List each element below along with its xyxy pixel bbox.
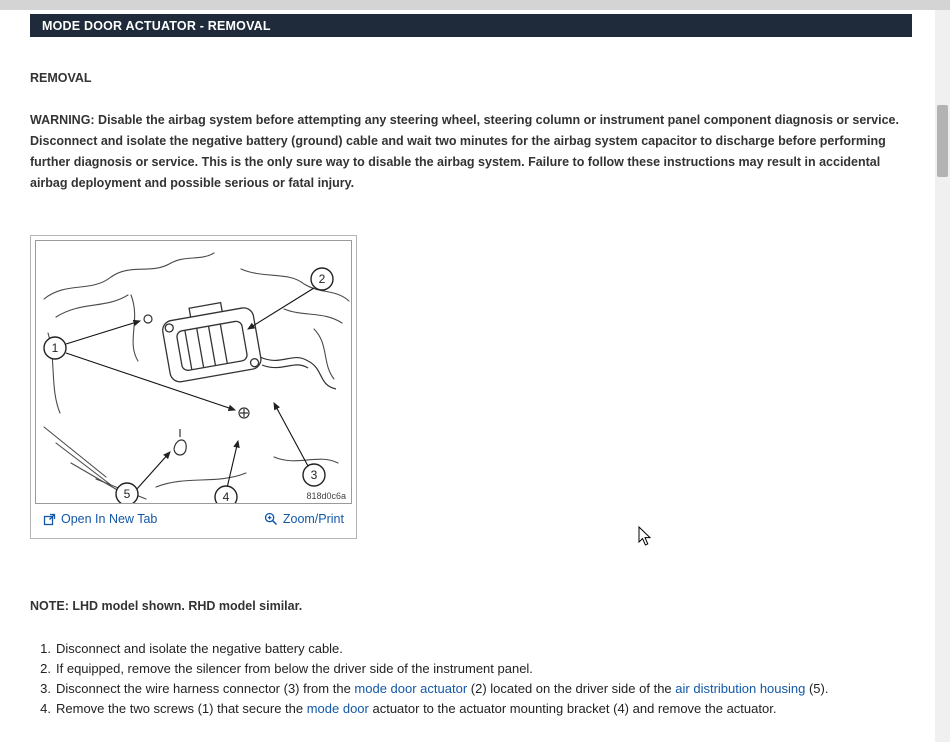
- scrollbar-thumb[interactable]: [937, 105, 948, 177]
- figure-box: [30, 235, 357, 539]
- step-text: [56, 659, 533, 679]
- actuator-body: [160, 297, 263, 383]
- actuator-diagram: [35, 240, 352, 504]
- note-paragraph: NOTE: LHD model shown. RHD model similar.: [30, 599, 303, 613]
- open-in-new-tab-link[interactable]: [43, 512, 157, 526]
- svg-text:5: 5: [123, 487, 131, 501]
- step-text: [56, 679, 828, 699]
- step-number: 2.: [40, 661, 51, 676]
- open-in-new-tab-icon: [43, 513, 56, 526]
- step-text: [56, 699, 776, 719]
- callout-4: [215, 486, 237, 503]
- page-title: MODE DOOR ACTUATOR - REMOVAL: [42, 18, 271, 33]
- actuator-diagram-svg: [36, 241, 352, 503]
- step-segment: (2) located on the driver side of the: [467, 681, 676, 696]
- air-distribution-housing-link[interactable]: air distribution housing: [675, 681, 806, 696]
- svg-text:2: 2: [318, 272, 326, 286]
- callout-5: [116, 483, 138, 503]
- svg-text:3: 3: [310, 468, 318, 482]
- step-2: [34, 659, 914, 679]
- step-text: [56, 639, 343, 659]
- step-1: [34, 639, 914, 659]
- step-segment: (5).: [805, 681, 829, 696]
- callout-1: [44, 337, 66, 359]
- mode-door-link[interactable]: mode door: [306, 701, 369, 716]
- step-segment: Disconnect and isolate the negative battery cable.: [56, 641, 343, 656]
- mouse-cursor: [638, 526, 652, 546]
- step-segment: Remove the two screws (1) that secure the: [56, 701, 307, 716]
- zoom-print-label: Zoom/Print: [282, 512, 344, 526]
- open-in-new-tab-label: Open In New Tab: [61, 512, 158, 526]
- mode-door-actuator-link[interactable]: mode door actuator: [354, 681, 468, 696]
- zoom-print-link[interactable]: [264, 512, 344, 526]
- svg-text:4: 4: [222, 490, 230, 503]
- step-segment: Disconnect the wire harness connector (3) from the: [56, 681, 355, 696]
- removal-steps: [34, 639, 914, 719]
- callout-2: [311, 268, 333, 290]
- step-number: 4.: [40, 701, 51, 716]
- step-number: 3.: [40, 681, 51, 696]
- scrollbar[interactable]: [935, 10, 950, 742]
- step-segment: actuator to the actuator mounting bracket (4) and remove the actuator.: [368, 701, 777, 716]
- step-4: [34, 699, 914, 719]
- page-title-bar: [30, 14, 912, 37]
- warning-paragraph: WARNING: Disable the airbag system before attempting any steering wheel, steering column or instrument panel component diagnosis or service. Disconnect and isolate the negative battery (ground) cable and wait two minutes for the airbag system capacitor to discharge before performing further diagnosis or service. This is the only sure way to disable the airbag system. Failure to follow these instructions may result in accidental airbag deployment and possible serious or fatal injury.: [30, 113, 899, 190]
- step-number: 1.: [40, 641, 51, 656]
- callout-3: [303, 464, 325, 486]
- step-segment: If equipped, remove the silencer from below the driver side of the instrument panel.: [56, 661, 533, 676]
- step-3: [34, 679, 914, 699]
- figure-code: 818d0c6a: [306, 491, 346, 501]
- figure-footer: [35, 504, 352, 534]
- wire-harness: [260, 357, 336, 389]
- section-heading: REMOVAL: [30, 71, 92, 85]
- svg-text:1: 1: [51, 341, 59, 355]
- zoom-print-icon: [264, 512, 278, 526]
- browser-top-strip: [0, 0, 950, 10]
